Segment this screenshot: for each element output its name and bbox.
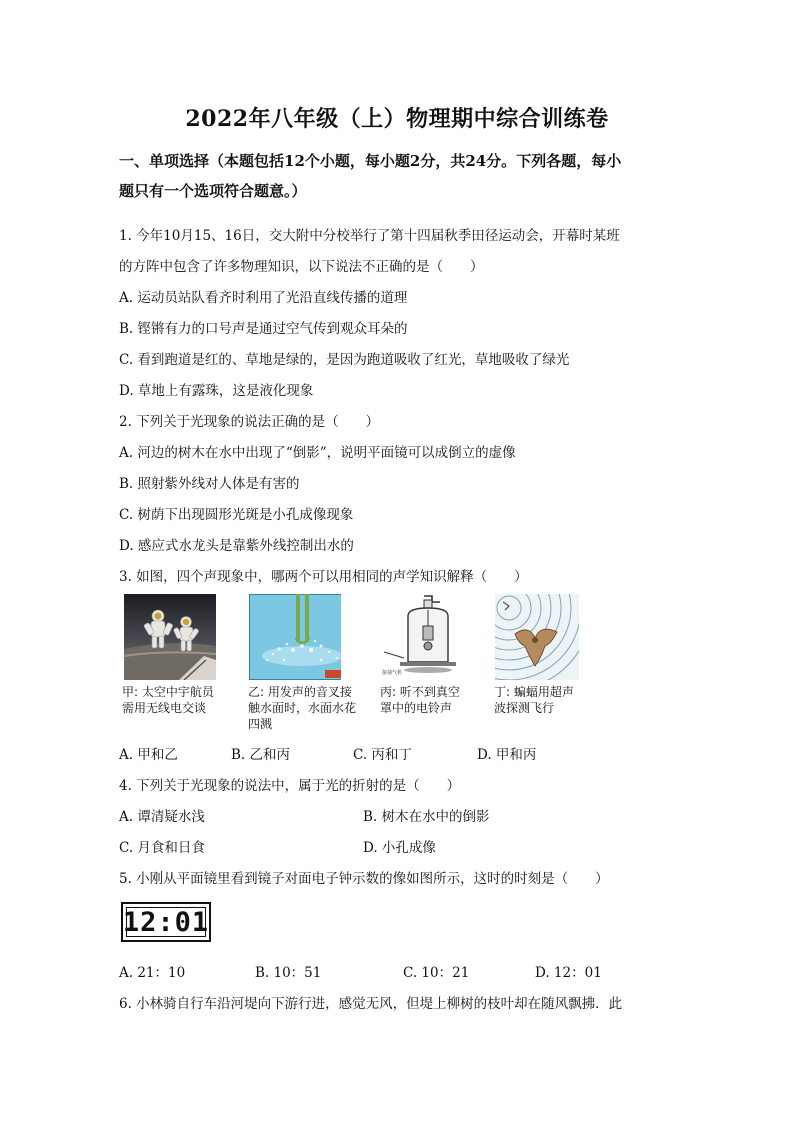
q6-stem: 6. 小林骑自行车沿河堤向下游行进，感觉无风，但堤上柳树的枝叶却在随风飘拂．此 [119,996,623,1012]
section-heading-line2: 题只有一个选项符合题意。） [119,182,307,200]
q2-option-d: D. 感应式水龙头是靠紫外线控制出水的 [119,538,354,554]
bat-ultrasound-diagram-icon [495,594,579,680]
caption-bing [380,684,460,716]
q5-stem: 5. 小刚从平面镜里看到镜子对面电子钟示数的像如图所示，这时的时刻是（ ） [119,871,609,887]
q1-option-a: A. 运动员站队看齐时利用了光沿直线传播的道理 [119,290,408,306]
page-title: 2022年八年级（上）物理期中综合训练卷 [185,106,609,132]
q4-stem: 4. 下列关于光现象的说法中，属于光的折射的是（ ） [119,778,461,794]
q5-option-c: C. 10：21 [403,965,470,981]
q2-stem: 2. 下列关于光现象的说法正确的是（ ） [119,414,380,430]
caption-bing-line1: 丙: 听不到真空 [380,685,460,699]
caption-ding-line2: 波探测飞行 [494,701,555,715]
svg-text:接抽气机: 接抽气机 [382,670,403,676]
caption-jia-line2: 需用无线电交谈 [122,701,207,715]
caption-jia [122,684,214,716]
q1-option-b: B. 铿锵有力的口号声是通过空气传到观众耳朵的 [119,321,408,337]
q1-stem-line2: 的方阵中包含了许多物理知识，以下说法不正确的是（ ） [119,259,484,275]
caption-ding [494,684,574,716]
caption-yi [248,684,356,732]
q4-option-b: B. 树木在水中的倒影 [363,809,490,825]
q4-option-c: C. 月食和日食 [119,840,205,856]
q3-option-a: A. 甲和乙 [119,747,178,763]
section-heading-line1: 一、单项选择（本题包括12个小题，每小题2分，共24分。下列各题，每小 [119,152,622,170]
caption-yi-line2: 触水面时，水面水花 [248,701,357,715]
tuning-fork-water-photo-icon [249,594,341,680]
bell-jar-diagram-icon [380,594,458,680]
q5-option-b: B. 10：51 [255,965,322,981]
q2-option-b: B. 照射紫外线对人体是有害的 [119,476,300,492]
q1-stem-line1: 1. 今年10月15、16日，交大附中分校举行了第十四届秋季田径运动会，开幕时某班 [119,228,620,244]
q3-stem: 3. 如图，四个声现象中，哪两个可以用相同的声学知识解释（ ） [119,569,528,585]
caption-jia-line1: 甲: 太空中宇航员 [122,685,214,699]
q1-option-c: C. 看到跑道是红的、草地是绿的，是因为跑道吸收了红光，草地吸收了绿光 [119,352,570,368]
q2-option-a: A. 河边的树木在水中出现了“倒影”，说明平面镜可以成倒立的虚像 [119,445,516,461]
q2-option-c: C. 树荫下出现圆形光斑是小孔成像现象 [119,507,354,523]
caption-yi-line3: 四溅 [248,717,273,731]
section-heading [119,146,679,206]
q5-option-d: D. 12：01 [535,965,602,981]
caption-yi-line1: 乙: 用发声的音叉接 [248,685,352,699]
q3-option-c: C. 丙和丁 [353,747,412,763]
astronaut-photo-icon [124,594,216,680]
q5-option-a: A. 21：10 [119,965,186,981]
digital-clock-figure [121,902,211,942]
digital-clock-display: 12:01 [122,906,210,938]
q4-option-a: A. 谭清疑水浅 [119,809,205,825]
caption-bing-line2: 罩中的电铃声 [380,701,453,715]
q4-option-d: D. 小孔成像 [363,840,436,856]
q1-option-d: D. 草地上有露珠，这是液化现象 [119,383,314,399]
caption-ding-line1: 丁: 蝙蝠用超声 [494,685,574,699]
q3-option-b: B. 乙和丙 [231,747,291,763]
q3-option-d: D. 甲和丙 [477,747,537,763]
